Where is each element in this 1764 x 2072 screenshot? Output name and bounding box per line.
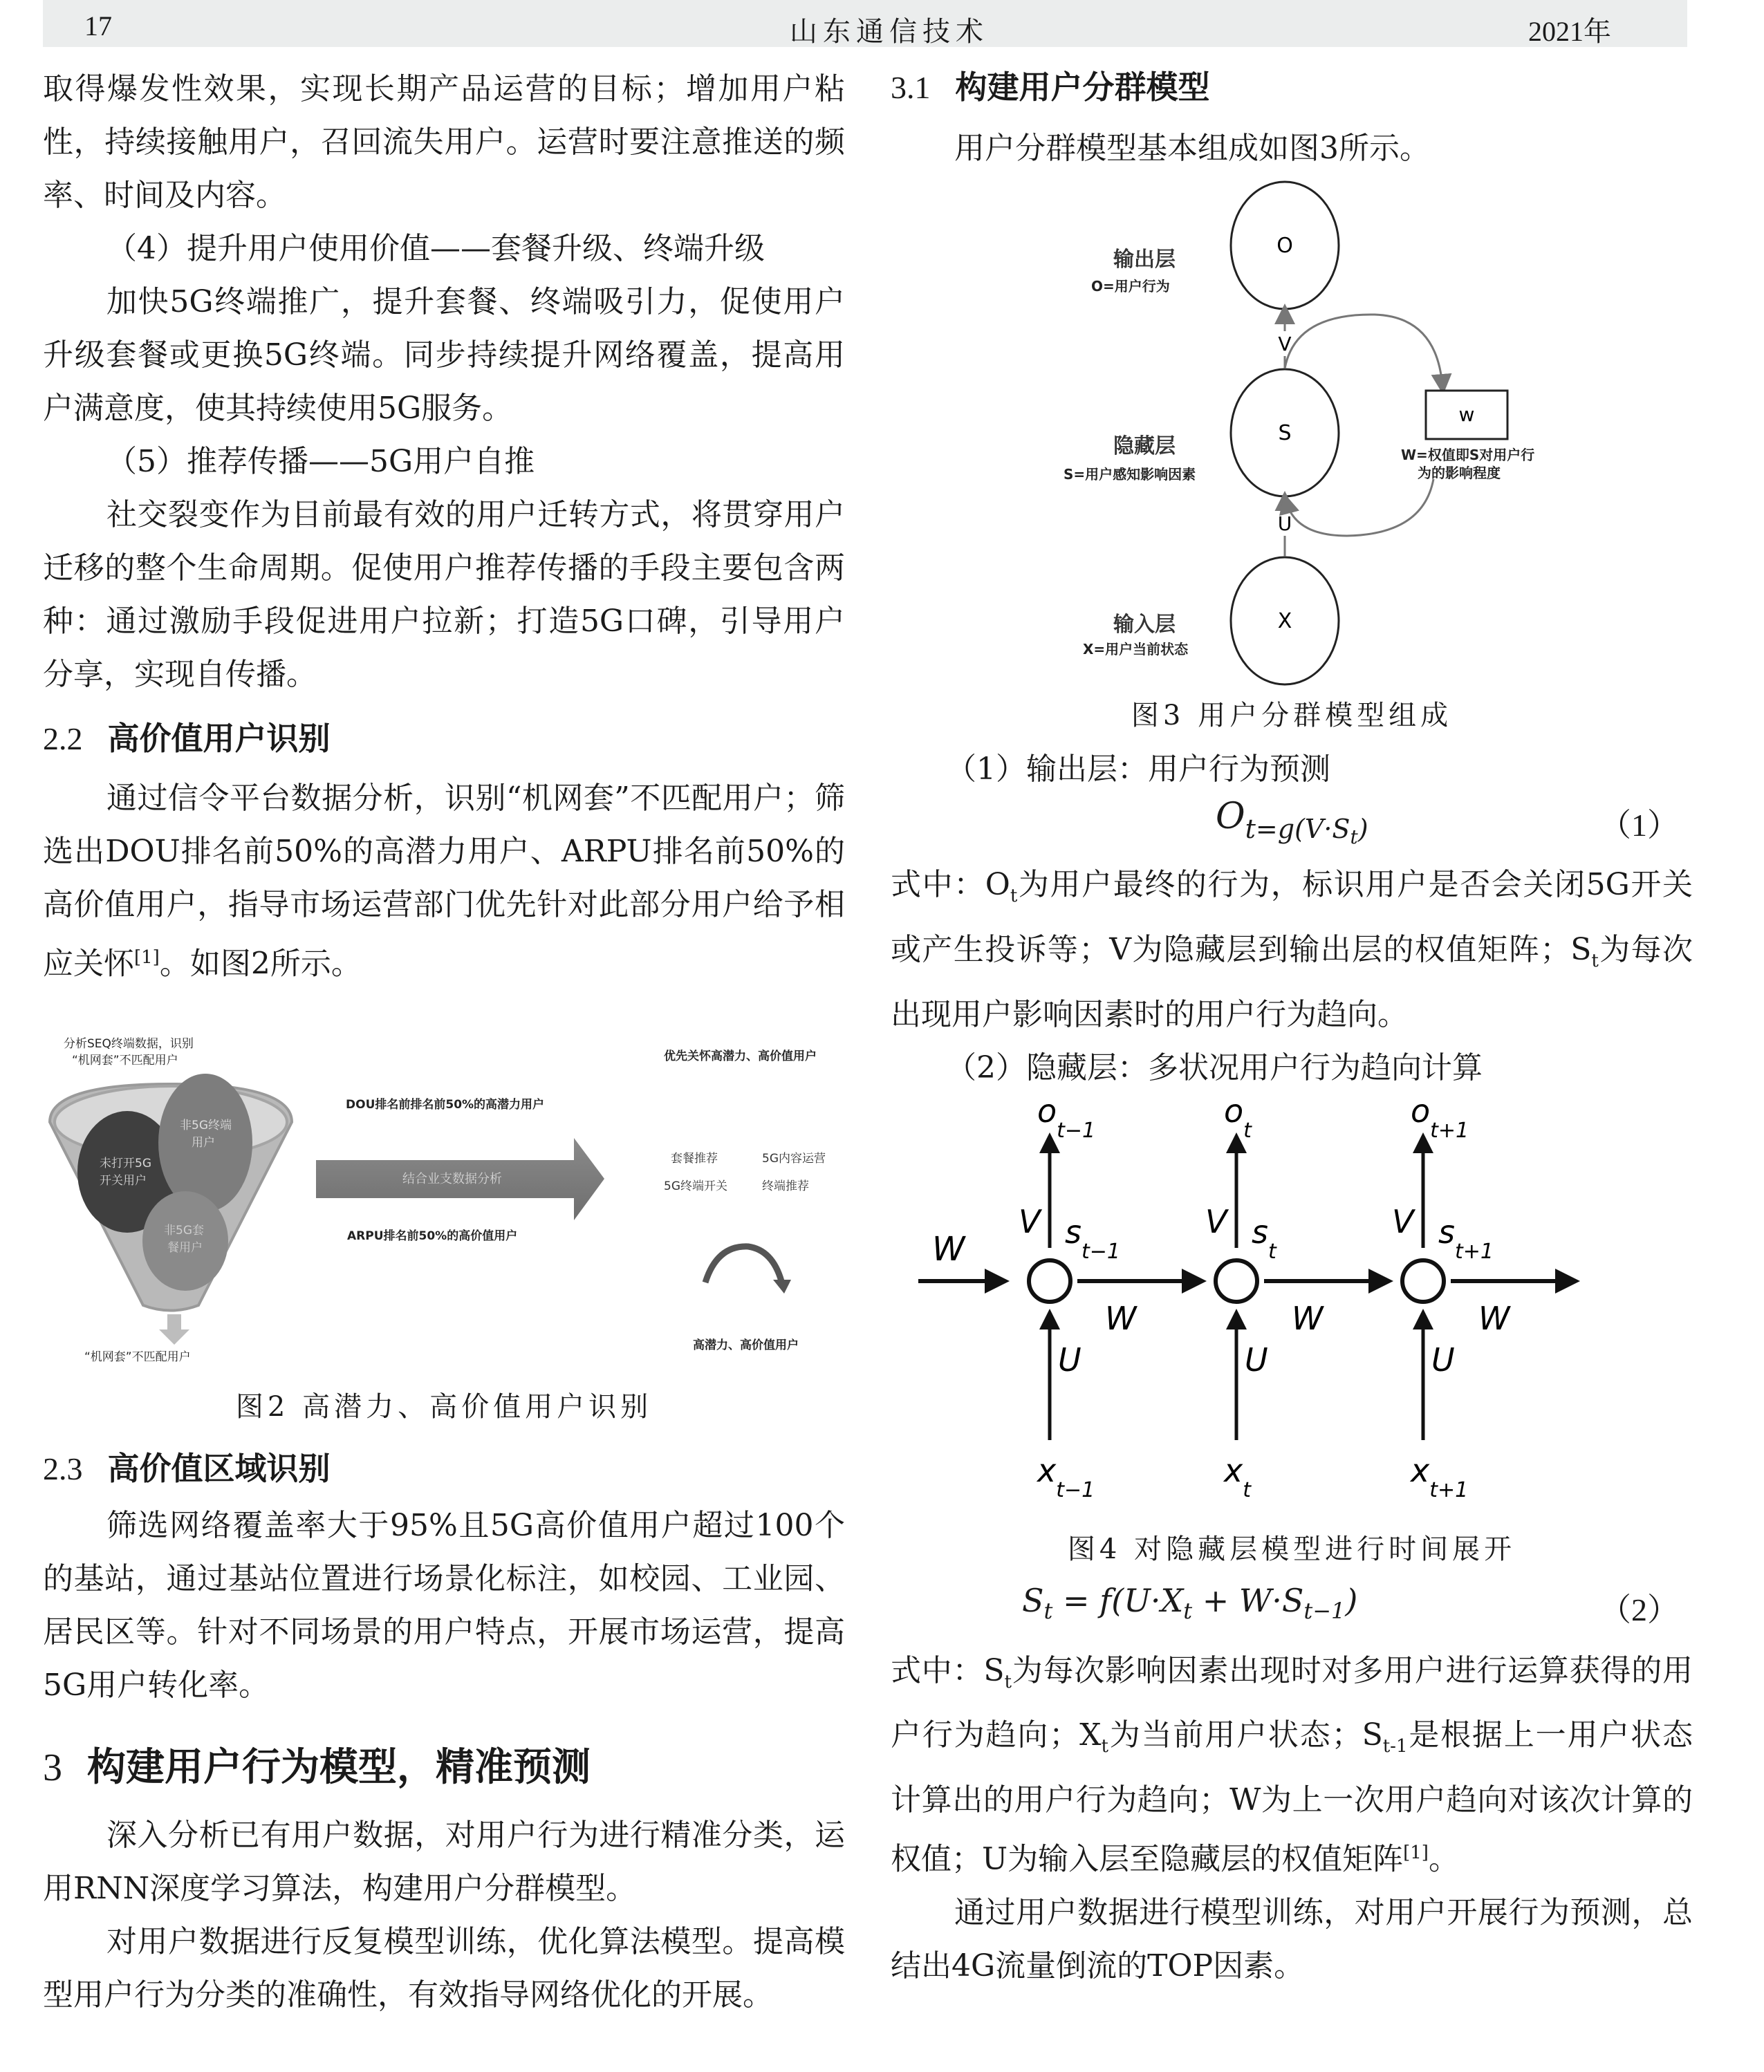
figure-2-caption: 图2 高潜力、高价值用户识别 <box>235 1390 653 1423</box>
funnel-title-line2: “机网套”不匹配用户 <box>72 1053 178 1067</box>
w-label: W <box>1105 1299 1137 1337</box>
figure-3-diagram <box>891 175 1693 700</box>
input-label: $x_{t-1}$ <box>1037 1451 1095 1502</box>
list-item-title: （4）提升用户使用价值——套餐升级、终端升级 <box>106 231 765 266</box>
action-item: 5G内容运营 <box>762 1151 826 1166</box>
hidden-state-node <box>1216 1260 1257 1302</box>
output-label: $o_t$ <box>1224 1094 1252 1143</box>
formula-2-expression: $S_t = f(U\cdot X_t + W\cdot S_{t-1})$ <box>1022 1581 1358 1624</box>
circle-a-label: 开关用户 <box>100 1173 147 1188</box>
circle-b-label: 非5G终端 <box>180 1118 232 1132</box>
paragraph-text: 。如图2所示。 <box>159 946 362 982</box>
w-label: W <box>1478 1299 1510 1337</box>
unrolled-steps <box>1019 1094 1572 1502</box>
output-layer-title: 输出层 <box>1113 248 1176 272</box>
circle-c-label: 餐用户 <box>167 1240 203 1255</box>
formula-1-expression: $O_{t=g(V\cdot S_t)}$ <box>1216 796 1368 848</box>
circle-b-label: 用户 <box>192 1135 215 1150</box>
weight-desc-line2: 为的影响程度 <box>1418 465 1501 481</box>
hidden-layer-title: 隐藏层 <box>1113 434 1176 458</box>
curved-arrow-head-icon <box>773 1280 791 1294</box>
arrow-bottom-label: ARPU排名前50%的高价值用户 <box>347 1229 518 1243</box>
equation-number: （1） <box>1599 808 1679 843</box>
node-output-label: O <box>1276 234 1293 258</box>
hidden-layer-desc: S=用户感知影响因素 <box>1064 466 1196 483</box>
figure-2-diagram <box>43 1018 845 1378</box>
citation: [1] <box>134 947 160 968</box>
paragraph: 对用户数据进行反复模型训练，优化算法模型。提高模型用户行为分类的准确性，有效指导网络优化的开展。 <box>43 1923 845 2013</box>
paragraph: 式中：$S_t$为每次影响因素出现时对多用户进行运算获得的用户行为趋向；$X_t$为当前用户状态；$S_{t-1}$是根据上一用户状态计算出的用户行为趋向；W为上一次用户趋向对该次计算的权值；U为输入层至隐藏层的权值矩阵[1]。 <box>891 1652 1693 1877</box>
v-label: V <box>1392 1202 1414 1240</box>
journal-title: 山东通信技术 <box>790 16 989 47</box>
equation-number: （2） <box>1599 1592 1679 1627</box>
section-heading-2-2 <box>43 713 845 759</box>
u-label: U <box>1431 1341 1455 1379</box>
issue-year: 2021年 <box>1528 16 1611 47</box>
paragraph-text: 通过信令平台数据分析，识别“机网套”不匹配用户；筛选出DOU排名前50%的高潜力用户、ARPU排名前50%的高价值用户，指导市场运营部门优先针对此部分用户给予相应关怀 <box>43 781 845 982</box>
w-label: W <box>1292 1299 1324 1337</box>
action-item: 套餐推荐 <box>671 1151 718 1166</box>
list-item-title: （1）输出层：用户行为预测 <box>946 752 1330 787</box>
paragraph <box>43 772 845 991</box>
w-label-in: W <box>932 1229 965 1269</box>
section-title: 高价值用户识别 <box>107 720 331 757</box>
page-number: 17 <box>84 10 112 41</box>
arrow-body-label: 结合业支数据分析 <box>402 1171 502 1186</box>
right-bottom-label: 高潜力、高价值用户 <box>693 1338 799 1352</box>
section-number: 3.1 <box>891 70 931 105</box>
section-heading-2-3 <box>43 1444 845 1489</box>
section-title: 构建用户行为模型，精准预测 <box>87 1744 591 1790</box>
list-item-title: （5）推荐传播——5G用户自推 <box>106 444 535 479</box>
state-label: $s_{t-1}$ <box>1065 1213 1120 1264</box>
funnel-title-line1: 分析SEQ终端数据，识别 <box>64 1036 194 1051</box>
v-label: V <box>1019 1202 1041 1240</box>
figure-4-diagram <box>891 1094 1693 1523</box>
left-column <box>43 62 845 2022</box>
circle-a-label: 未打开5G <box>100 1156 151 1170</box>
section-title: 高价值区域识别 <box>107 1449 331 1487</box>
section-number: 2.2 <box>43 721 83 756</box>
paragraph: 社交裂变作为目前最有效的用户迁转方式，将贯穿用户迁移的整个生命周期。促使用户推荐传播的手段主要包含两种：通过激励手段促进用户拉新；打造5G口碑，引导用户分享，实现自传播。 <box>43 497 845 692</box>
paragraph: 筛选网络覆盖率大于95%且5G高价值用户超过100个的基站，通过基站位置进行场景化标注，如校园、工业园、居民区等。针对不同场景的用户特点，开展市场运营，提高5G用户转化率。 <box>43 1507 845 1703</box>
section-number: 2.3 <box>43 1450 83 1486</box>
node-weight-label: w <box>1458 403 1475 426</box>
down-arrow-icon <box>159 1314 189 1345</box>
node-hidden-label: S <box>1278 421 1292 445</box>
action-item: 5G终端开关 <box>664 1179 727 1193</box>
edge-u-label: U <box>1277 512 1292 535</box>
funnel-output-label: “机网套”不匹配用户 <box>84 1350 191 1364</box>
v-label: V <box>1205 1202 1227 1240</box>
state-label: $s_t$ <box>1252 1213 1276 1264</box>
arrow-top-label: DOU排名前排名前50%的高潜力用户 <box>346 1097 545 1112</box>
node-input-label: X <box>1277 609 1292 633</box>
section-number: 3 <box>43 1746 62 1789</box>
list-item-title: （2）隐藏层：多状况用户行为趋向计算 <box>946 1049 1483 1085</box>
right-title: 优先关怀高潜力、高价值用户 <box>664 1049 817 1063</box>
curved-arrow-icon <box>705 1247 781 1282</box>
running-header <box>43 0 1687 47</box>
output-layer-desc: O=用户行为 <box>1091 278 1170 295</box>
input-layer-desc: X=用户当前状态 <box>1083 641 1189 657</box>
figure-4-caption: 图4 对隐藏层模型进行时间展开 <box>1067 1533 1516 1565</box>
section-heading-3-1 <box>891 62 1693 108</box>
weight-desc-line1: W=权值即S对用户行 <box>1401 447 1535 463</box>
output-label: $o_{t+1}$ <box>1411 1094 1469 1143</box>
section-title: 构建用户分群模型 <box>955 68 1210 106</box>
u-label: U <box>1058 1341 1081 1379</box>
paragraph: 通过用户数据进行模型训练，对用户开展行为预测，总结出4G流量倒流的TOP因素。 <box>891 1894 1693 1984</box>
formula-1 <box>891 796 1693 851</box>
input-label: $x_{t+1}$ <box>1411 1451 1469 1502</box>
paragraph: 式中：$O_t$为用户最终的行为，标识用户是否会关闭5G开关或产生投诉等；V为隐藏层到输出层的权值矩阵；$S_t$为每次出现用户影响因素时的用户行为趋向。 <box>891 867 1693 1032</box>
input-layer-title: 输入层 <box>1113 613 1176 637</box>
edge-v-label: V <box>1278 333 1292 355</box>
paragraph: 加快5G终端推广，提升套餐、终端吸引力，促使用户升级套餐或更换5G终端。同步持续提升网络覆盖，提高用户满意度，使其持续使用5G服务。 <box>43 284 845 426</box>
action-item: 终端推荐 <box>762 1179 809 1193</box>
hidden-state-node <box>1402 1260 1444 1302</box>
paragraph: 深入分析已有用户数据，对用户行为进行精准分类，运用RNN深度学习算法，构建用户分群模型。 <box>43 1817 845 1906</box>
formula-2 <box>891 1582 1693 1637</box>
section-heading-3 <box>43 1737 845 1792</box>
hidden-state-node <box>1029 1260 1070 1302</box>
output-label: $o_{t-1}$ <box>1037 1094 1096 1143</box>
right-column <box>891 62 1693 1992</box>
input-label: $x_t$ <box>1224 1451 1251 1502</box>
figure-3-caption: 图3 用户分群模型组成 <box>1131 700 1453 731</box>
paragraph: 用户分群模型基本组成如图3所示。 <box>954 131 1430 166</box>
paragraph: 取得爆发性效果，实现长期产品运营的目标；增加用户粘性，持续接触用户，召回流失用户。运营时要注意推送的频率、时间及内容。 <box>43 71 845 213</box>
circle-c-label: 非5G套 <box>164 1223 204 1238</box>
u-label: U <box>1245 1341 1268 1379</box>
state-label: $s_{t+1}$ <box>1438 1213 1494 1264</box>
